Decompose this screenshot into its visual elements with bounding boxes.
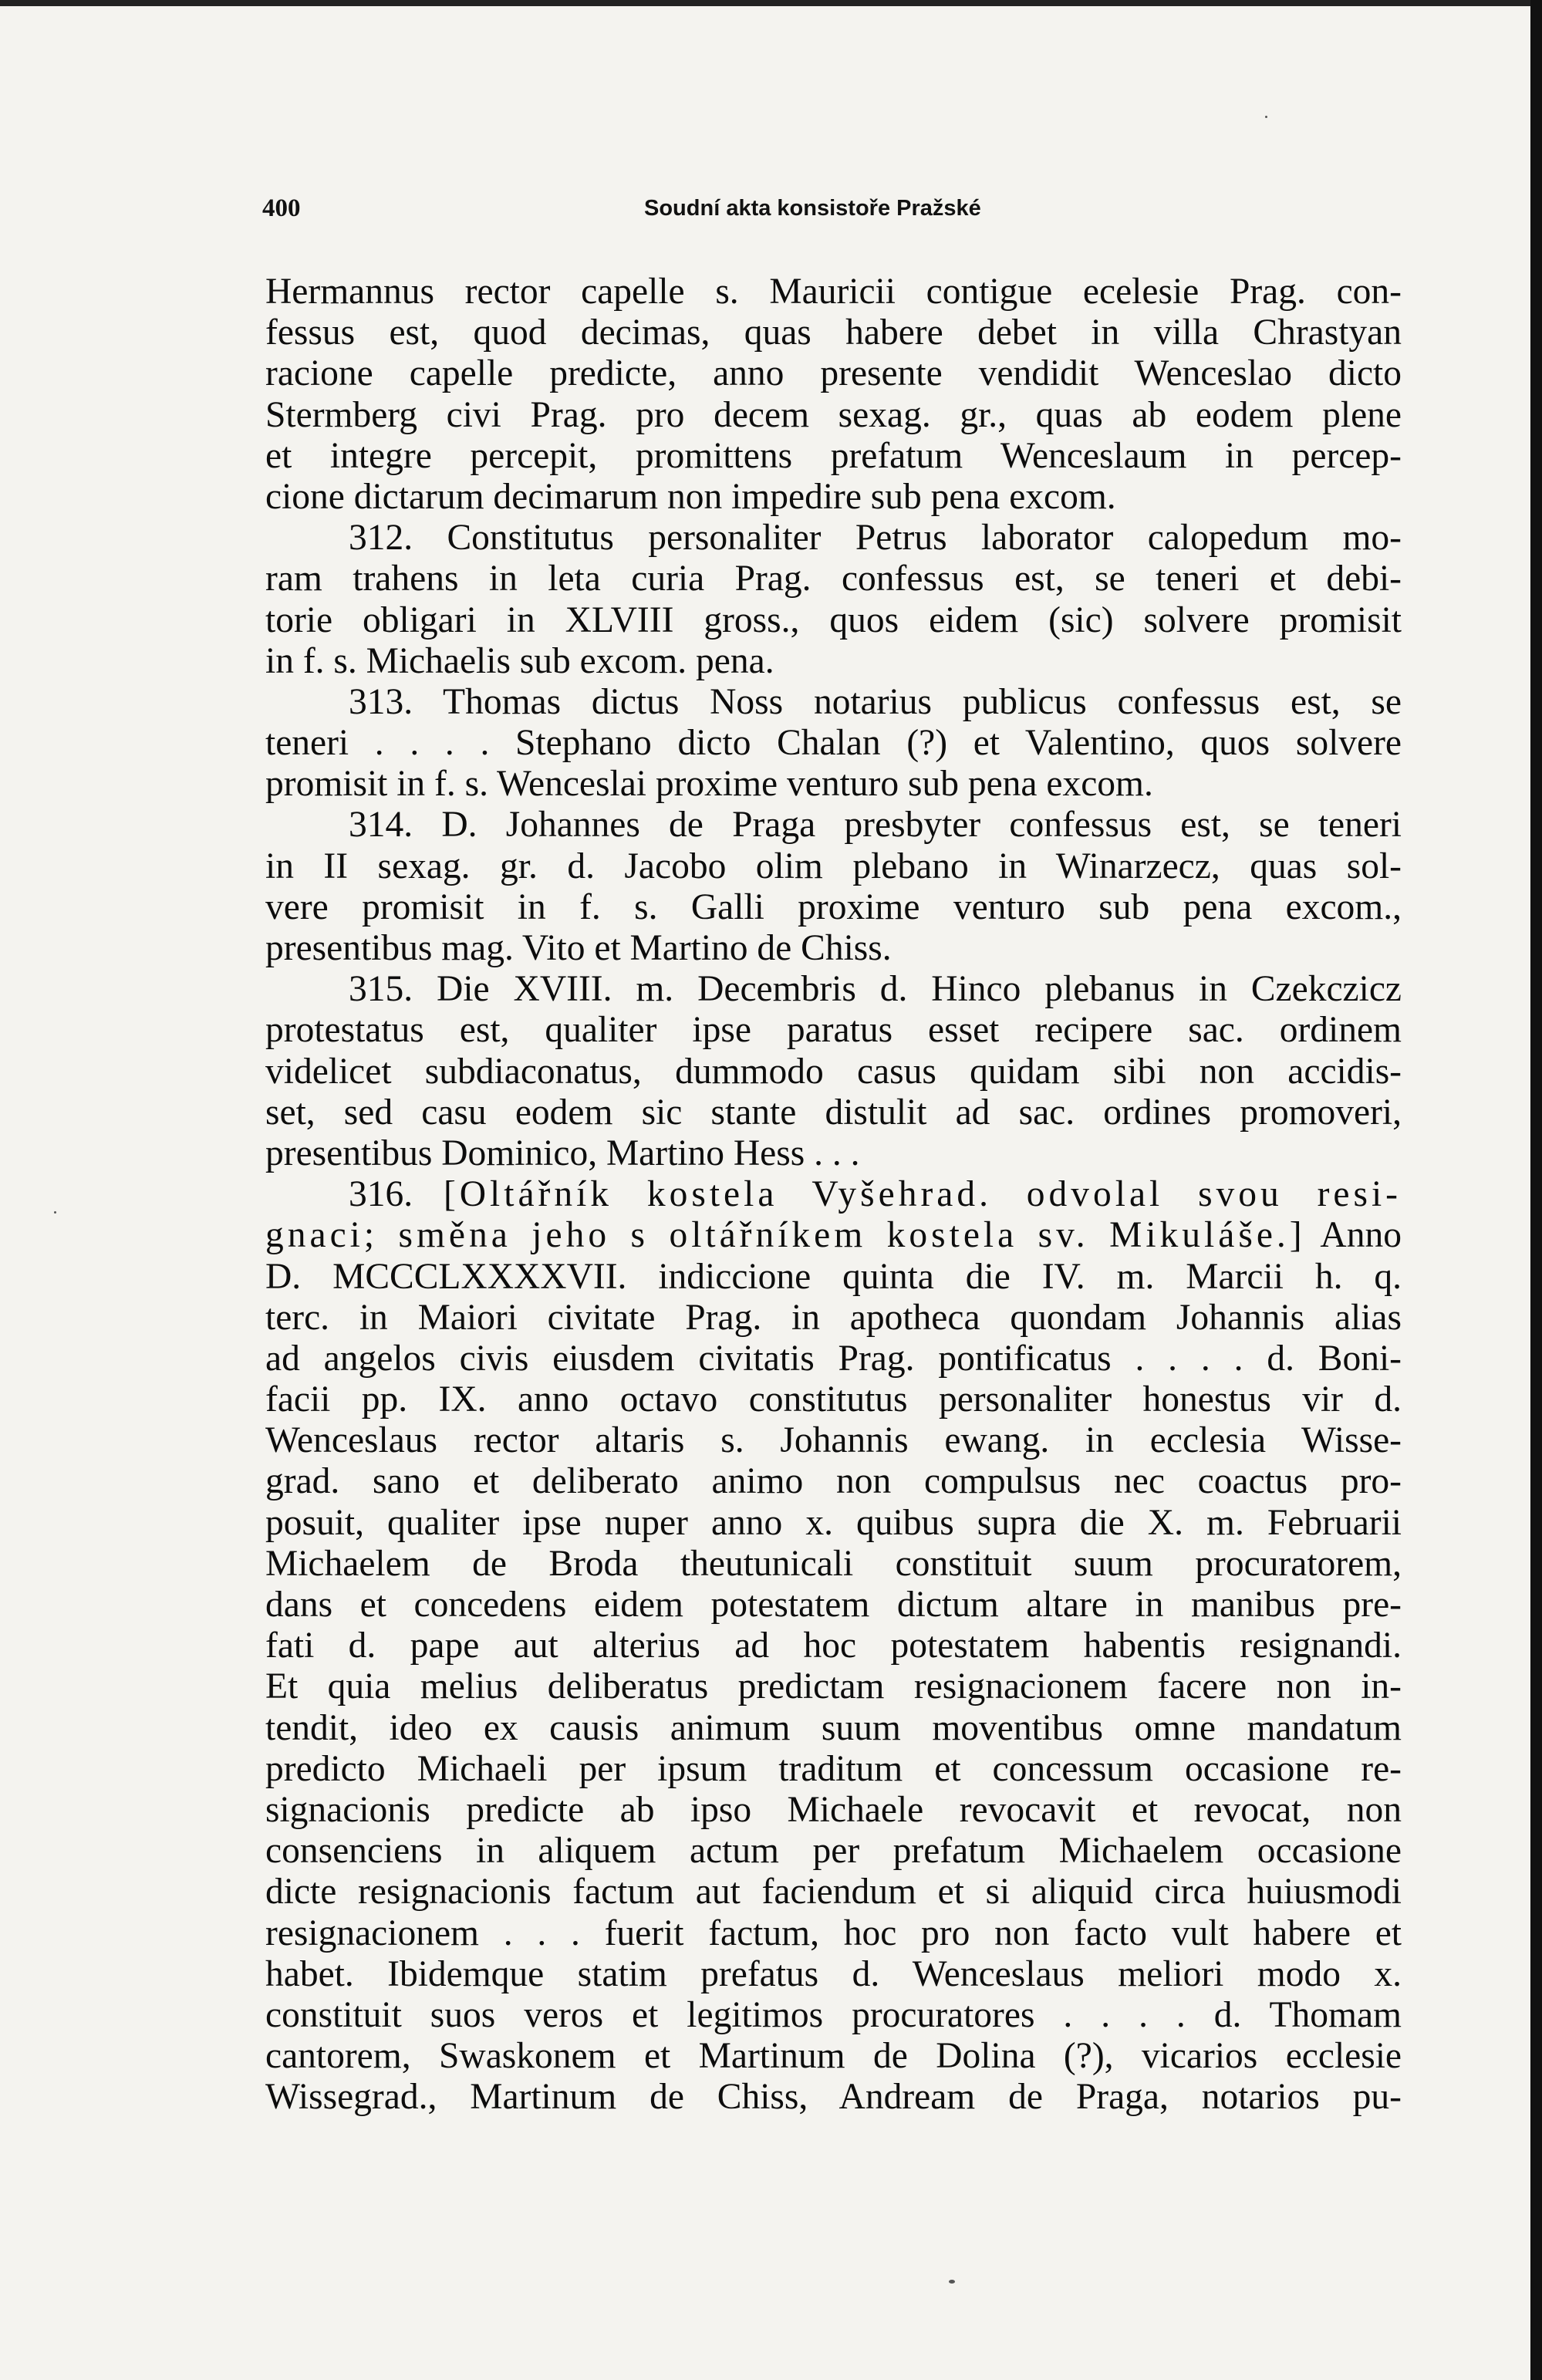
text-line: 312. Constitutus personaliter Petrus laborator calopedum mo-	[349, 518, 1402, 559]
text-line: D. MCCCLXXXXVII. indiccione quinta die IV. m. Marcii h. q.	[265, 1256, 1402, 1297]
page-number: 400	[262, 194, 301, 222]
text-line: teneri . . . . Stephano dicto Chalan (?) et Valentino, quos solvere	[265, 723, 1402, 764]
text-line: terc. in Maiori civitate Prag. in apotheca quondam Johannis alias	[265, 1297, 1402, 1338]
page-header	[262, 194, 1419, 225]
entry-316-heading-part1: [Oltářník kostela Vyšehrad. odvolal svou resi-	[443, 1174, 1402, 1215]
scan-top-edge	[0, 0, 1542, 6]
entry-316-first-line	[265, 1174, 1402, 1215]
text-line: vere promisit in f. s. Galli proxime venturo sub pena excom.,	[265, 886, 1402, 927]
entry-316-anno: Anno	[1320, 1215, 1402, 1256]
text-line: resignacionem . . . fuerit factum, hoc pro non facto vult habere et	[265, 1912, 1402, 1953]
text-line: dans et concedens eidem potestatem dictum altare in manibus pre-	[265, 1585, 1402, 1625]
text-line: signacionis predicte ab ipso Michaele revocavit et revocat, non	[265, 1789, 1402, 1830]
text-line: 314. D. Johannes de Praga presbyter confessus est, se teneri	[349, 805, 1402, 846]
text-line: in II sexag. gr. d. Jacobo olim plebano in Winarzecz, quas sol-	[265, 846, 1402, 886]
text-line: presentibus mag. Vito et Martino de Chiss.	[265, 928, 892, 968]
text-line: torie obligari in XLVIII gross., quos eidem (sic) solvere promisit	[265, 599, 1402, 640]
text-line: presentibus Dominico, Martino Hess . . .	[265, 1133, 860, 1173]
text-line: fati d. pape aut alterius ad hoc potestatem habentis resignandi.	[265, 1625, 1402, 1666]
text-line: constituit suos veros et legitimos procuratores . . . . d. Thomam	[265, 1994, 1402, 2035]
text-line: habet. Ibidemque statim prefatus d. Wenceslaus meliori modo x.	[265, 1953, 1402, 1994]
text-line: set, sed casu eodem sic stante distulit ad sac. ordines promoveri,	[265, 1092, 1402, 1133]
text-line: consenciens in aliquem actum per prefatum Michaelem occasione	[265, 1831, 1402, 1872]
body-text	[265, 272, 1402, 2118]
text-line: Hermannus rector capelle s. Mauricii contigue ecelesie Prag. con-	[265, 272, 1402, 312]
entries-311-315	[265, 272, 1402, 1174]
text-line: videlicet subdiaconatus, dummodo casus quidam sibi non accidis-	[265, 1051, 1402, 1092]
text-line: in f. s. Michaelis sub excom. pena.	[265, 640, 774, 681]
text-line: tendit, ideo ex causis animum suum moventibus omne mandatum	[265, 1707, 1402, 1748]
text-line: fessus est, quod decimas, quas habere debet in villa Chrastyan	[265, 312, 1402, 353]
text-line: predicto Michaeli per ipsum traditum et concessum occasione re-	[265, 1748, 1402, 1789]
entry-316-heading-part2: gnaci; směna jeho s oltářníkem kostela sv. Mikuláše.]	[265, 1215, 1306, 1256]
text-line: posuit, qualiter ipse nuper anno x. quibus supra die X. m. Februarii	[265, 1502, 1402, 1543]
text-line: Michaelem de Broda theutunicali constituit suum procuratorem,	[265, 1543, 1402, 1584]
entry-316-number: 316.	[349, 1174, 413, 1215]
text-line: 315. Die XVIII. m. Decembris d. Hinco plebanus in Czekczicz	[349, 969, 1402, 1010]
text-line: 313. Thomas dictus Noss notarius publicus confessus est, se	[349, 681, 1402, 722]
text-line: dicte resignacionis factum aut faciendum et si aliquid circa huiusmodi	[265, 1872, 1402, 1912]
text-line: grad. sano et deliberato animo non compulsus nec coactus pro-	[265, 1461, 1402, 1502]
text-line: Stermberg civi Prag. pro decem sexag. gr., quas ab eodem plene	[265, 394, 1402, 435]
scan-speck	[1265, 116, 1267, 118]
text-line: Et quia melius deliberatus predictam resignacionem facere non in-	[265, 1666, 1402, 1707]
running-title: Soudní akta konsistoře Pražské	[644, 196, 981, 221]
entry-316-second-line	[265, 1215, 1402, 1256]
text-line: cione dictarum decimarum non impedire sub pena excom.	[265, 476, 1116, 517]
text-line: Wenceslaus rector altaris s. Johannis ewang. in ecclesia Wisse-	[265, 1420, 1402, 1461]
text-line: ram trahens in leta curia Prag. confessus est, se teneri et debi-	[265, 559, 1402, 599]
text-line: racione capelle predicte, anno presente vendidit Wenceslao dicto	[265, 353, 1402, 394]
text-line: et integre percepit, promittens prefatum Wenceslaum in percep-	[265, 435, 1402, 476]
text-line: cantorem, Swaskonem et Martinum de Dolina (?), vicarios ecclesie	[265, 2036, 1402, 2077]
scan-speck	[54, 1211, 56, 1214]
scan-right-edge	[1530, 0, 1542, 2380]
text-line: ad angelos civis eiusdem civitatis Prag. pontificatus . . . . d. Boni-	[265, 1338, 1402, 1379]
text-line: promisit in f. s. Wenceslai proxime venturo sub pena excom.	[265, 764, 1153, 805]
text-line: facii pp. IX. anno octavo constitutus personaliter honestus vir d.	[265, 1379, 1402, 1420]
scan-speck	[949, 2280, 955, 2284]
entry-316-body	[265, 1257, 1402, 2118]
text-line: Wissegrad., Martinum de Chiss, Andream de Praga, notarios pu-	[265, 2077, 1402, 2118]
text-line: protestatus est, qualiter ipse paratus esset recipere sac. ordinem	[265, 1010, 1402, 1051]
